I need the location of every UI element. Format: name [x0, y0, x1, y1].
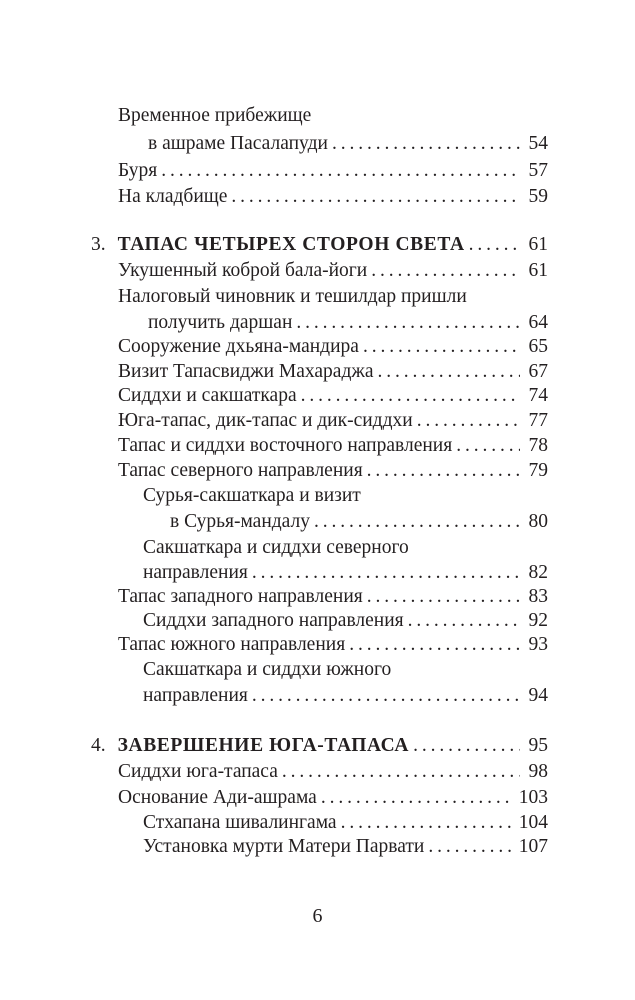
chapter-number: 4.	[91, 735, 106, 756]
toc-entry-page: 98	[528, 761, 548, 782]
page-number: 6	[312, 905, 323, 927]
toc-entry-page: 103	[518, 787, 548, 808]
toc-entry	[143, 810, 548, 836]
dot-leader	[282, 759, 520, 785]
dot-leader	[252, 683, 520, 709]
toc-entry-title: Сиддхи западного направления	[143, 610, 404, 631]
toc-entry-title: На кладбище	[118, 186, 228, 207]
toc-chapter	[91, 232, 548, 258]
toc-entry-page: 83	[528, 586, 548, 607]
dot-leader	[252, 560, 520, 586]
toc-entry	[118, 334, 548, 360]
toc-entry-page: 65	[528, 336, 548, 357]
toc-entry-title: в ашраме Пасалапуди	[148, 133, 328, 154]
dot-leader	[456, 433, 520, 459]
toc-entry-title: получить даршан	[148, 312, 293, 333]
toc-entry-title: в Сурья-мандалу	[170, 511, 310, 532]
toc-entry-page: 79	[528, 460, 548, 481]
dot-leader	[321, 785, 513, 811]
toc-entry	[118, 258, 548, 284]
chapter-title: ТАПАС ЧЕТЫРЕХ СТОРОН СВЕТА	[117, 234, 465, 255]
toc-entry	[143, 483, 548, 509]
toc-entry-title: Буря	[118, 160, 158, 181]
toc-entry-title: Визит Тапасвиджи Махараджа	[118, 361, 374, 382]
toc-entry-title: Сурья-сакшаткара и визит	[143, 485, 361, 506]
toc-entry-page: 80	[528, 511, 548, 532]
toc-entry-page: 61	[528, 260, 548, 281]
toc-entry	[118, 632, 548, 658]
toc-entry	[118, 759, 548, 785]
toc-entry	[118, 284, 548, 310]
toc-entry-page: 54	[528, 133, 548, 154]
toc-entry-title: Юга-тапас, дик-тапас и дик-сиддхи	[118, 410, 413, 431]
toc-entry-title: Сакшаткара и сиддхи северного	[143, 537, 409, 558]
dot-leader	[371, 258, 520, 284]
toc-entry-title: направления	[143, 562, 248, 583]
toc-entry	[143, 608, 548, 634]
chapter-number: 3.	[91, 234, 106, 255]
toc-entry	[118, 433, 548, 459]
toc-entry-page: 74	[528, 385, 548, 406]
dot-leader	[413, 733, 520, 759]
dot-leader	[332, 131, 520, 157]
dot-leader	[231, 184, 520, 210]
toc-chapter	[91, 733, 548, 759]
toc-entry	[118, 408, 548, 434]
dot-leader	[296, 310, 520, 336]
toc-entry-page: 82	[528, 562, 548, 583]
toc-entry-title: Сооружение дхьяна-мандира	[118, 336, 359, 357]
toc-entry-title: Основание Ади-ашрама	[118, 787, 317, 808]
toc-entry-title: Укушенный коброй бала-йоги	[118, 260, 368, 281]
toc-entry-page: 93	[528, 634, 548, 655]
dot-leader	[301, 383, 520, 409]
toc-entry	[170, 509, 548, 535]
toc-entry-title: Тапас северного направления	[118, 460, 363, 481]
dot-leader	[349, 632, 520, 658]
toc-entry-page: 107	[518, 836, 548, 857]
dot-leader	[363, 334, 520, 360]
dot-leader	[417, 408, 520, 434]
toc-entry-page: 77	[528, 410, 548, 431]
toc-entry	[118, 785, 548, 811]
toc-entry-title: Установка мурти Матери Парвати	[143, 836, 425, 857]
toc-entry	[118, 184, 548, 210]
toc-entry-page: 104	[518, 812, 548, 833]
dot-leader	[367, 458, 520, 484]
dot-leader	[161, 158, 520, 184]
toc-entry-page: 64	[528, 312, 548, 333]
dot-leader	[367, 584, 520, 610]
toc-entry-title: Стхапана шивалингама	[143, 812, 337, 833]
toc-entry-page: 59	[528, 186, 548, 207]
toc-entry-page: 67	[528, 361, 548, 382]
toc-entry-title: Временное прибежище	[118, 105, 312, 126]
toc-entry-title: Тапас южного направления	[118, 634, 346, 655]
toc-entry	[143, 657, 548, 683]
toc-entry	[118, 158, 548, 184]
dot-leader	[341, 810, 513, 836]
dot-leader	[469, 232, 520, 258]
dot-leader	[378, 359, 521, 385]
toc-entry-title: Сакшаткара и сиддхи южного	[143, 659, 392, 680]
toc-entry-page: 94	[528, 685, 548, 706]
toc-entry-page: 92	[528, 610, 548, 631]
toc-entry-page: 95	[528, 735, 548, 756]
toc-entry	[143, 834, 548, 860]
toc-entry	[143, 535, 548, 561]
toc-entry	[118, 103, 548, 129]
toc-entry	[118, 359, 548, 385]
chapter-title: ЗАВЕРШЕНИЕ ЮГА-ТАПАСА	[117, 735, 410, 756]
toc-entry	[143, 683, 548, 709]
toc-entry-title: Сиддхи и сакшаткара	[118, 385, 297, 406]
toc-entry	[118, 458, 548, 484]
toc-entry	[118, 584, 548, 610]
dot-leader	[428, 834, 512, 860]
toc-entry-title: Тапас западного направления	[118, 586, 363, 607]
toc-entry-page: 57	[528, 160, 548, 181]
toc-entry-page: 78	[528, 435, 548, 456]
dot-leader	[408, 608, 520, 634]
toc-entry	[143, 560, 548, 586]
dot-leader	[314, 509, 520, 535]
toc-entry-page: 61	[528, 234, 548, 255]
toc-entry	[118, 383, 548, 409]
toc-entry-title: Налоговый чиновник и тешилдар пришли	[118, 286, 467, 307]
toc-entry	[148, 310, 548, 336]
toc-entry	[148, 131, 548, 157]
toc-entry-title: Тапас и сиддхи восточного направления	[118, 435, 453, 456]
toc-entry-title: направления	[143, 685, 248, 706]
toc-entry-title: Сиддхи юга-тапаса	[118, 761, 278, 782]
